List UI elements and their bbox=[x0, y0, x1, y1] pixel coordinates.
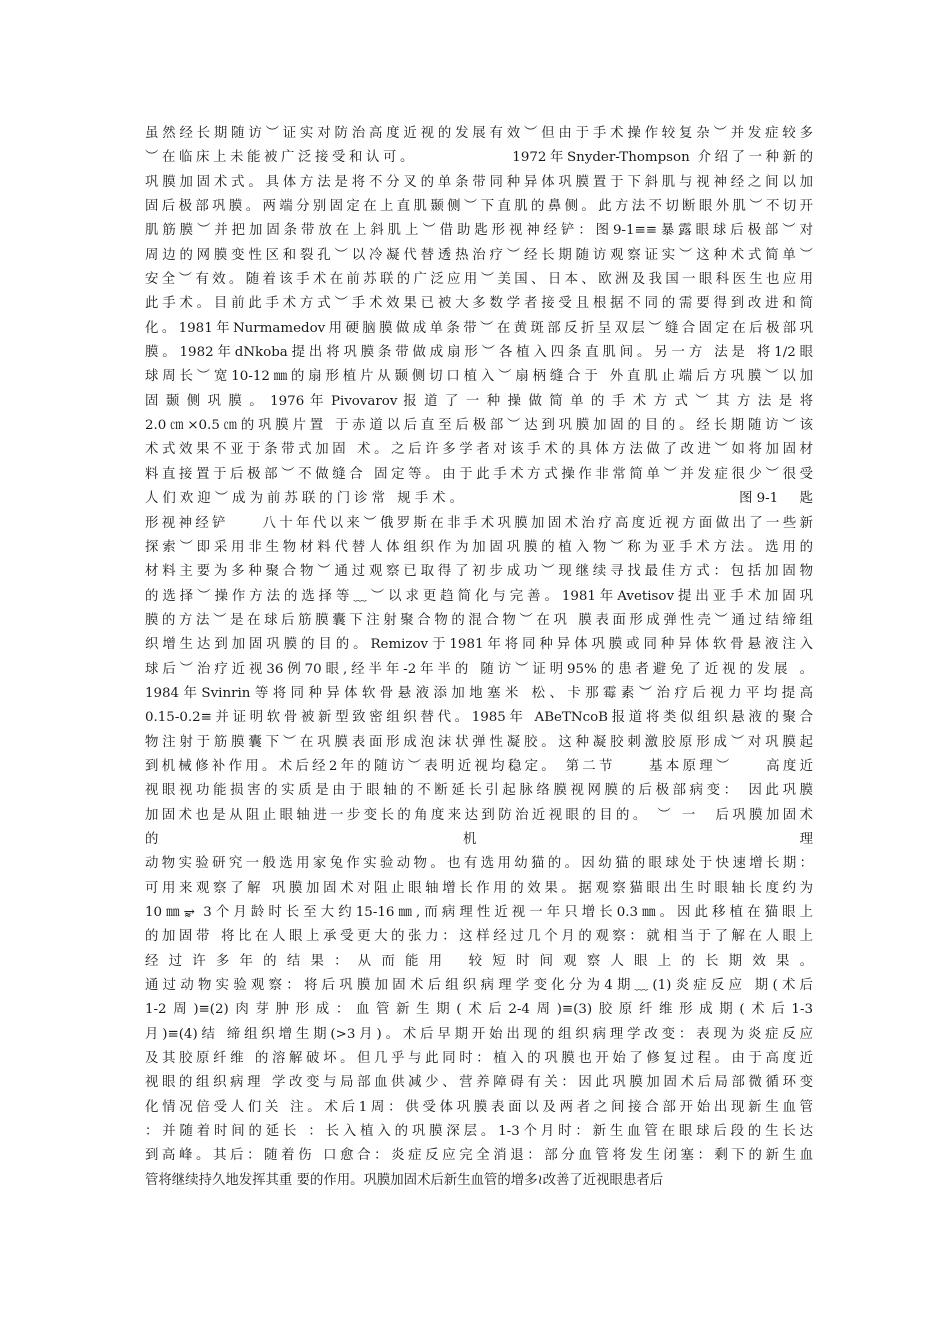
text-line: 到高峰。其后：随着伤 口愈合：炎症反应完全消退：部分血管将发生闭塞：剩下的新生血 bbox=[145, 1148, 813, 1164]
text-line: 10㎜⥵ 3个月龄时长至大约15-16㎜,而病理性近视一年只增长0.3㎜。因此移植在猫眼上 bbox=[145, 905, 813, 920]
text-line: 可用来观察了解 巩膜加固术对阻止眼轴增长作用的效果。据观察猫眼出生时眼轴长度约为 bbox=[145, 880, 813, 896]
text-line: 1-2周)≡(2)肉芽肿形成：血管新生期(术后2-4周)≡(3)胶原纤维形成期(术后1-3 bbox=[145, 1002, 813, 1018]
text-line: 化。1981年Nurmamedov用硬脑膜做成单条带︶在黄斑部反折呈双层︶缝合固定在后极部巩 bbox=[145, 320, 813, 336]
text-line: 2.0㎝×0.5㎝的巩膜片置 于赤道以后直至后极部︶达到巩膜加固的目的。经长期随访︶该 bbox=[145, 418, 813, 434]
text-line: 安全︶有效。随着该手术在前苏联的广泛应用︶美国、日本、欧洲及我国一眼科医生也应用 bbox=[145, 272, 813, 288]
text-line: 形视神经铲 八十年代以来︶俄罗斯在非手术巩膜加固术治疗高度近视方面做出了一些新 bbox=[145, 515, 813, 531]
text-line: 加固术也是从阻止眼轴进一步变长的角度来达到防治近视眼的目的。 ︶ 一 后巩膜加固术 bbox=[145, 807, 813, 823]
text-line: 化情况倍受人们关 注。术后1周：供受体巩膜表面以及两者之间接合部开始出现新生血管 bbox=[145, 1099, 813, 1115]
text-line: 探索︶即采用非生物材料代替人体组织作为加固巩膜的植入物︶称为亚手术方法。选用的 bbox=[145, 539, 813, 555]
text-line: 球周长︶宽10-12㎜的扇形植片从颞侧切口植入︶扇柄缝合于 外直肌止端后方巩膜︶以加 bbox=[145, 369, 813, 385]
text-line: 膜。1982年dNkoba提出将巩膜条带做成扇形︶各植入四条直肌间。另一方 法是 将1/2眼 bbox=[145, 345, 813, 361]
text-line: 月)≡(4)结 缔组织增生期(>3月)。术后早期开始出现的组织病理学改变：表现为炎症反应 bbox=[145, 1026, 813, 1042]
text-line: 料直接置于后极部︶不做缝合 固定等。由于此手术方式操作非常简单︶并发症很少︶很受 bbox=[145, 466, 813, 482]
text-line: 肌筋膜︶并把加固条带放在上斜肌上︶借助匙形视神经铲：图9-1≡≡暴露眼球后极部︶对 bbox=[145, 223, 813, 239]
text-line: 通过动物实验观察：将后巩膜加固术后组织病理学变化分为4期﹏(1)炎症反应 期(术后 bbox=[145, 978, 813, 994]
text-line: 球后︶治疗近视36例70眼,经半年-2年半的 随访︶证明95%的患者避免了近视的发展 。 bbox=[145, 661, 813, 677]
text-line: 到机械修补作用。术后经2年的随访︶表明近视均稳定。 第二节 基本原理︶ 高度近 bbox=[145, 758, 813, 774]
text-line: 的 机 理 bbox=[145, 831, 813, 847]
document-body bbox=[145, 122, 813, 1193]
text-line: 的选择︶操作方法的选择等﹏︶以求更趋简化与完善。1981年Avetisov提出亚手术加固巩 bbox=[145, 588, 813, 604]
text-line: 固 颞 侧 巩 膜 。 1976 年 Pivovarov 报 道 了 一 种 操 做 简 单 的 手 术 方 式 ︶ 其 方 法 是 将 bbox=[145, 393, 813, 409]
text-line: 动物实验研究一般选用家兔作实验动物。也有选用幼猫的。因幼猫的眼球处于快速增长期： bbox=[145, 856, 813, 872]
text-line: 人们欢迎︶成为前苏联的门诊常 规手术。 图9-1 匙 bbox=[145, 491, 813, 507]
text-line: 此手术。目前此手术方式︶手术效果已被大多数学者接受且根据不同的需要得到改进和简 bbox=[145, 296, 813, 312]
text-line: 固后极部巩膜。两端分别固定在上直肌颞侧︶下直肌的鼻侧。此方法不切断眼外肌︶不切开 bbox=[145, 199, 813, 215]
text-line: 织增生达到加固巩膜的目的。Remizov于1981年将同种异体巩膜或同种异体软骨悬液注入 bbox=[145, 637, 813, 653]
text-line: 及其胶原纤维 的溶解破坏。但几乎与此同时：植入的巩膜也开始了修复过程。由于高度近 bbox=[145, 1051, 813, 1067]
text-line: 经 过 许 多 年 的 结 果 ： 从 而 能 用 较 短 时 间 观 察 人 眼 上 的 长 期 效 果 。 bbox=[145, 953, 813, 969]
text-line: 虽然经长期随访︶证实对防治高度近视的发展有效︶但由于手术操作较复杂︶并发症较多 bbox=[145, 126, 813, 141]
text-line: 材料主要为多种聚合物︶通过观察已取得了初步成功︶现继续寻找最佳方式：包括加固物 bbox=[145, 564, 813, 580]
text-line: 视眼视功能损害的实质是由于眼轴的不断延长引起脉络膜视网膜的后极部病变： 因此巩膜 bbox=[145, 783, 813, 799]
text-line: 0.15-0.2≡并证明软骨被新型致密组织替代。1985年 ABeTNcoB报道将类似组织悬液的聚合 bbox=[145, 710, 813, 726]
text-line: 视眼的组织病理 学改变与局部血供减少、营养障碍有关：因此巩膜加固术后局部微循环变 bbox=[145, 1075, 813, 1091]
text-line: 管将继续持久地发挥其重 要的作用。巩膜加固术后新生血管的增多≀改善了近视眼患者后 bbox=[145, 1172, 664, 1188]
text-line: 膜的方法︶是在球后筋膜囊下注射聚合物的混合物︶在巩 膜表面形成弹性壳︶通过结缔组 bbox=[145, 612, 813, 628]
text-line: 周边的网膜变性区和裂孔︶以冷凝代替透热治疗︶经长期随访观察证实︶这种术式简单︶ bbox=[145, 247, 813, 263]
text-line: ：并随着时间的延长 ：长入植入的巩膜深层。1-3个月时：新生血管在眼球后段的生长达 bbox=[145, 1124, 813, 1140]
text-line: 的加固带 将比在人眼上承受更大的张力：这样经过几个月的观察：就相当于了解在人眼上 bbox=[145, 929, 813, 945]
text-line: 巩膜加固术式。具体方法是将不分叉的单条带同种异体巩膜置于下斜肌与视神经之间以加 bbox=[145, 174, 813, 190]
text-line: 术式效果不亚于条带式加固 术。之后许多学者对该手术的具体方法做了改进︶如将加固材 bbox=[145, 442, 813, 458]
text-line: 物注射于筋膜囊下︶在巩膜表面形成泡沫状弹性凝胶。这种凝胶刺激胶原形成︶对巩膜起 bbox=[145, 734, 813, 750]
text-line: ︶在临床上未能被广泛接受和认可。 1972年Snyder-Thompson 介绍了一种新的 bbox=[145, 150, 813, 166]
text-line: 1984年Svinrin等将同种异体软骨悬液添加地塞米 松、卡那霉素︶治疗后视力平均提高 bbox=[145, 685, 813, 701]
